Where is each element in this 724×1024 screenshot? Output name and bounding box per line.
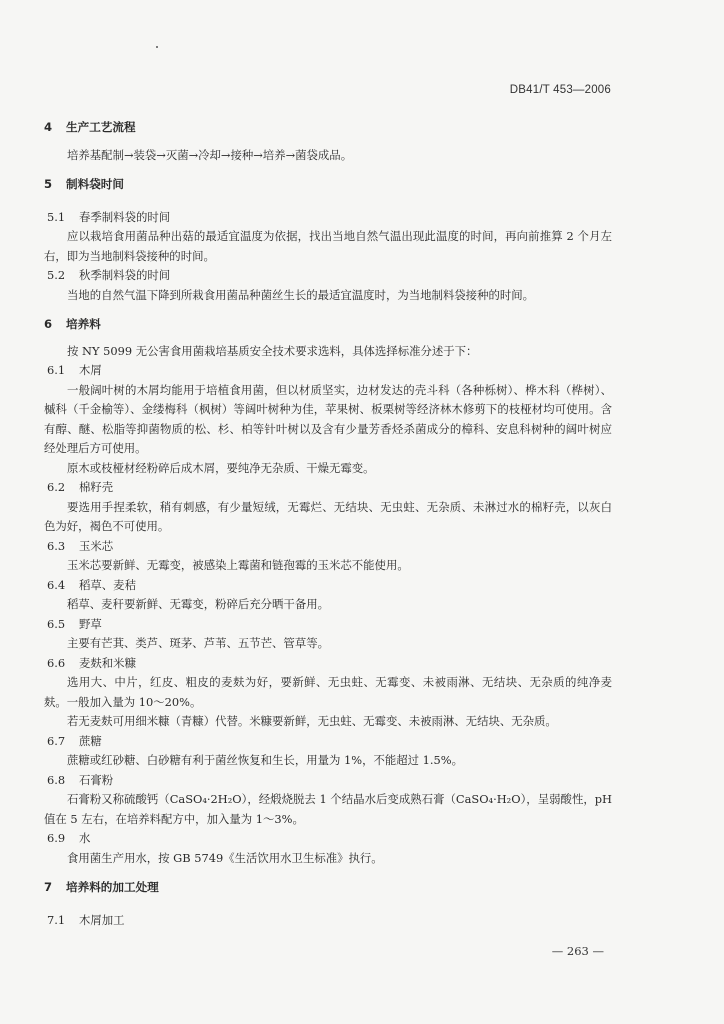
section-6-9-heading — [44, 829, 612, 849]
section-6-3-heading — [44, 537, 612, 557]
subsection-title: 玉米芯 — [79, 538, 114, 553]
page-number: — 263 — — [551, 944, 604, 958]
paragraph: 蔗糖或红砂糖、白砂糖有利于菌丝恢复和生长，用量为 1%，不能超过 1.5%。 — [67, 753, 463, 767]
subsection-number: 5.1 — [47, 209, 66, 224]
subsection-title: 水 — [79, 831, 91, 845]
section-title: 生产工艺流程 — [66, 120, 136, 134]
paragraph: 石膏粉又称硫酸钙（CaSO₄·2H₂O），经煅烧脱去 1 个结晶水后变成熟石膏（CaSO₄·H₂O），呈弱酸性，pH 值在 5 左右，在培养料配方中，加入量为 1～3%。 — [44, 792, 612, 826]
paragraph: 应以栽培食用菌品种出菇的最适宜温度为依据，找出当地自然气温出现此温度的时间，再向前推算 2 个月左右，即为当地制料袋接种的时间。 — [44, 229, 612, 263]
subsection-title: 石膏粉 — [79, 772, 114, 787]
subsection-number: 6.8 — [47, 772, 66, 787]
section-title: 制料袋时间 — [66, 177, 124, 191]
subsection-number: 6.9 — [47, 831, 66, 845]
paragraph: 主要有芒萁、类芦、斑茅、芦苇、五节芒、管草等。 — [67, 636, 329, 650]
section-6-2-heading — [44, 478, 612, 498]
subsection-number: 6.6 — [47, 655, 66, 670]
section-6-1-heading — [44, 361, 612, 381]
section-title: 培养料的加工处理 — [66, 880, 159, 894]
section-number: 7 — [44, 880, 53, 894]
section-6-5-heading — [44, 615, 612, 635]
scan-speck — [156, 46, 158, 48]
paragraph: 食用菌生产用水，按 GB 5749《生活饮用水卫生标准》执行。 — [67, 850, 383, 865]
subsection-title: 木屑 — [79, 363, 102, 377]
paragraph: 当地的自然气温下降到所栽食用菌品种菌丝生长的最适宜温度时，为当地制料袋接种的时间。 — [67, 287, 535, 302]
subsection-number: 5.2 — [47, 268, 66, 282]
paragraph: 玉米芯要新鲜、无霉变，被感染上霉菌和链孢霉的玉米芯不能使用。 — [67, 558, 409, 572]
section-7-heading — [44, 878, 612, 898]
section-6-4-heading — [44, 576, 612, 596]
section-number: 4 — [44, 120, 53, 134]
subsection-number: 6.5 — [47, 616, 66, 631]
section-5-2-heading — [44, 266, 612, 286]
section-6-8-heading — [44, 771, 612, 791]
section-4-heading — [44, 118, 612, 138]
subsection-title: 野草 — [79, 616, 102, 631]
paragraph: 稻草、麦秆要新鲜、无霉变，粉碎后充分晒干备用。 — [67, 597, 329, 611]
standard-code: DB41/T 453—2006 — [509, 84, 611, 96]
section-6-7-heading — [44, 732, 612, 752]
paragraph: 若无麦麸可用细米糠（青糠）代替。米糠要新鲜，无虫蛀、无霉变、未被雨淋、无结块、无杂质。 — [67, 714, 557, 728]
section-6-heading — [44, 315, 612, 335]
process-flow: 培养基配制→装袋→灭菌→冷却→接种→培养→菌袋成品。 — [67, 147, 353, 162]
subsection-title: 春季制料袋的时间 — [79, 209, 171, 224]
subsection-title: 秋季制料袋的时间 — [79, 268, 171, 282]
section-7-1-heading — [44, 911, 612, 931]
subsection-number: 6.4 — [47, 577, 66, 592]
document-body — [44, 118, 612, 930]
subsection-title: 稻草、麦秸 — [79, 577, 136, 592]
paragraph: 原木或枝桠材经粉碎后成木屑，要纯净无杂质、干燥无霉变。 — [67, 460, 375, 475]
paragraph: 选用大、中片，红皮、粗皮的麦麸为好，要新鲜、无虫蛀、无霉变、未被雨淋、无结块、无杂质的纯净麦麸。一般加入量为 10～20%。 — [44, 675, 612, 709]
section-5-1-heading — [44, 208, 612, 228]
subsection-title: 棉籽壳 — [79, 480, 114, 494]
subsection-number: 6.1 — [47, 363, 66, 377]
section-number: 6 — [44, 317, 53, 331]
section-number: 5 — [44, 177, 53, 191]
subsection-title: 麦麸和米糠 — [79, 655, 136, 670]
subsection-title: 蔗糖 — [79, 733, 102, 748]
subsection-number: 7.1 — [47, 912, 66, 927]
subsection-number: 6.7 — [47, 733, 66, 748]
section-title: 培养料 — [66, 317, 101, 331]
paragraph: 按 NY 5099 无公害食用菌栽培基质安全技术要求选料，具体选择标准分述于下： — [67, 343, 478, 358]
subsection-number: 6.3 — [47, 538, 66, 553]
subsection-number: 6.2 — [47, 480, 66, 494]
paragraph: 一般阔叶树的木屑均能用于培植食用菌，但以材质坚实，边材发达的壳斗科（各种栎树）、桦木科（桦树）、槭科（千金榆等）、金缕梅科（枫树）等阔叶树种为佳，苹果树、板栗树等经济林木修剪下的枝桠材均可使用。含有醇、醚、松脂等抑菌物质的松、杉、柏等针叶树以及含有少量芳香烃杀菌成分的樟科、安息科树种的阔叶树应经处理后方可使用。 — [44, 382, 612, 455]
subsection-title: 木屑加工 — [79, 912, 125, 927]
section-6-6-heading — [44, 654, 612, 674]
section-5-heading — [44, 175, 612, 195]
paragraph: 要选用手捏柔软，稍有刺感，有少量短绒，无霉烂、无结块、无虫蛀、无杂质、未淋过水的棉籽壳，以灰白色为好，褐色不可使用。 — [44, 499, 612, 533]
